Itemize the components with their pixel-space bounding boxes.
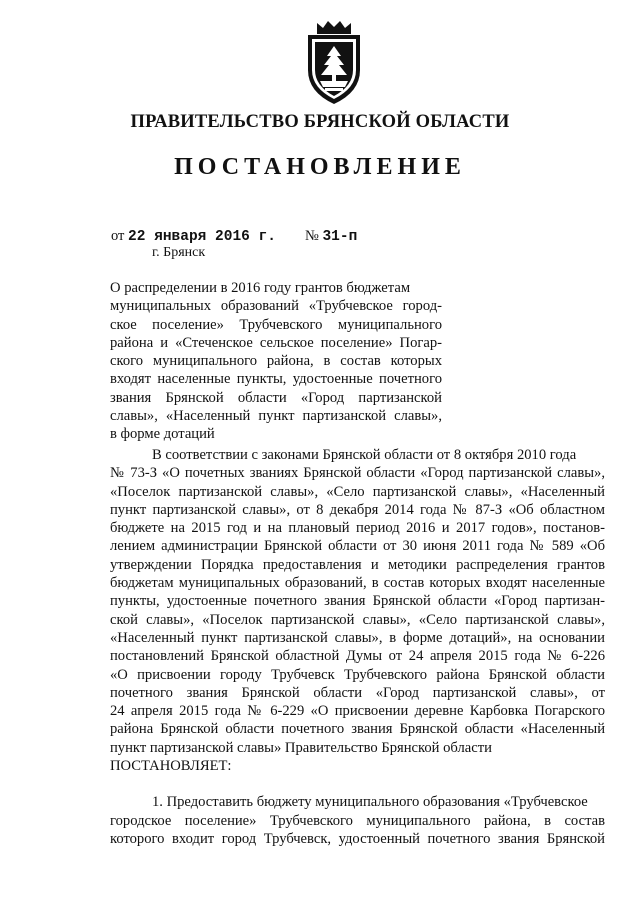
body-line: района Брянской области почетного звания Брянской области «Населенный — [110, 721, 605, 738]
subject-line: в форме дотаций — [110, 426, 215, 443]
body-line: пункт партизанской славы» Правительство Брянской области — [110, 739, 492, 756]
number-prefix: № — [305, 228, 319, 244]
government-name: ПРАВИТЕЛЬСТВО БРЯНСКОЙ ОБЛАСТИ — [130, 112, 510, 132]
document-date — [111, 228, 276, 245]
subject-line: входят населенные пункты, удостоенные почетного — [110, 371, 442, 388]
document-body — [110, 446, 605, 848]
subject-line: муниципальных образований «Трубчевское город- — [110, 298, 442, 315]
body-line: «О присвоении городу Трубчевск Трубчевского района Брянской области — [110, 666, 605, 683]
subject-line: района и «Стеченское сельское поселение» Погар- — [110, 334, 442, 351]
coat-of-arms-icon — [301, 20, 367, 106]
item-1-line: 1. Предоставить бюджету муниципального образования «Трубчевское — [152, 794, 588, 811]
body-line: 24 апреля 2015 года № 6-229 «О присвоении деревне Карбовка Погарского — [110, 703, 605, 720]
body-line: № 73-З «О почетных званиях Брянской области «Город партизанской славы», — [110, 465, 605, 482]
body-line: почетного звания Брянской области «Город партизанской славы», от — [110, 684, 605, 701]
body-line: лением администрации Брянской области от 30 июня 2011 года № 589 «Об — [110, 538, 605, 555]
body-line: бюджетам муниципальных образований, в состав которых входят населенные — [110, 575, 605, 592]
subject-line: славы», «Населенный пункт партизанской славы», — [110, 408, 442, 425]
body-line: пункт партизанской славы», от 8 декабря 2014 года № 87-З «Об областном — [110, 501, 605, 518]
body-line: пункты, удостоенные почетного звания Брянской области «Город партизан- — [110, 593, 605, 610]
body-line: бюджете на 2015 год и на плановый период 2016 и 2017 годов», постанов- — [110, 520, 605, 537]
body-line: В соответствии с законами Брянской области от 8 октября 2010 года — [152, 447, 577, 463]
resolves-heading: ПОСТАНОВЛЯЕТ: — [110, 758, 232, 775]
document-city: г. Брянск — [152, 245, 206, 260]
body-line: утверждении Порядка предоставления и методики распределения грантов — [110, 556, 605, 573]
subject-line: ское поселение» Трубчевского муниципального — [110, 316, 442, 333]
subject-line: звания Брянской области «Город партизанской — [110, 389, 442, 406]
date-prefix: от — [111, 228, 125, 244]
item-1-line: которого входит город Трубчевск, удостоенный почетного звания Брянской — [110, 830, 605, 847]
body-line: ской славы», «Поселок партизанской славы», «Село партизанской славы», — [110, 611, 605, 628]
body-line: «Населенный пункт партизанской славы», в форме дотаций», на основании — [110, 629, 605, 646]
document-number — [305, 228, 357, 245]
subject-line: ского муниципального района, в состав которых — [110, 353, 442, 370]
number-value: 31-п — [322, 229, 358, 245]
document-subject — [110, 279, 442, 444]
subject-line: О распределении в 2016 году грантов бюджетам — [110, 280, 411, 296]
date-value: 22 января 2016 г. — [128, 229, 276, 245]
body-line: постановлений Брянской областной Думы от 24 апреля 2015 года № 6-226 — [110, 648, 605, 665]
document-type-title: ПОСТАНОВЛЕНИЕ — [174, 154, 466, 180]
item-1-line: городское поселение» Трубчевского муниципального района, в состав — [110, 812, 605, 829]
body-line: «Поселок партизанской славы», «Село партизанской славы», «Населенный — [110, 483, 605, 500]
